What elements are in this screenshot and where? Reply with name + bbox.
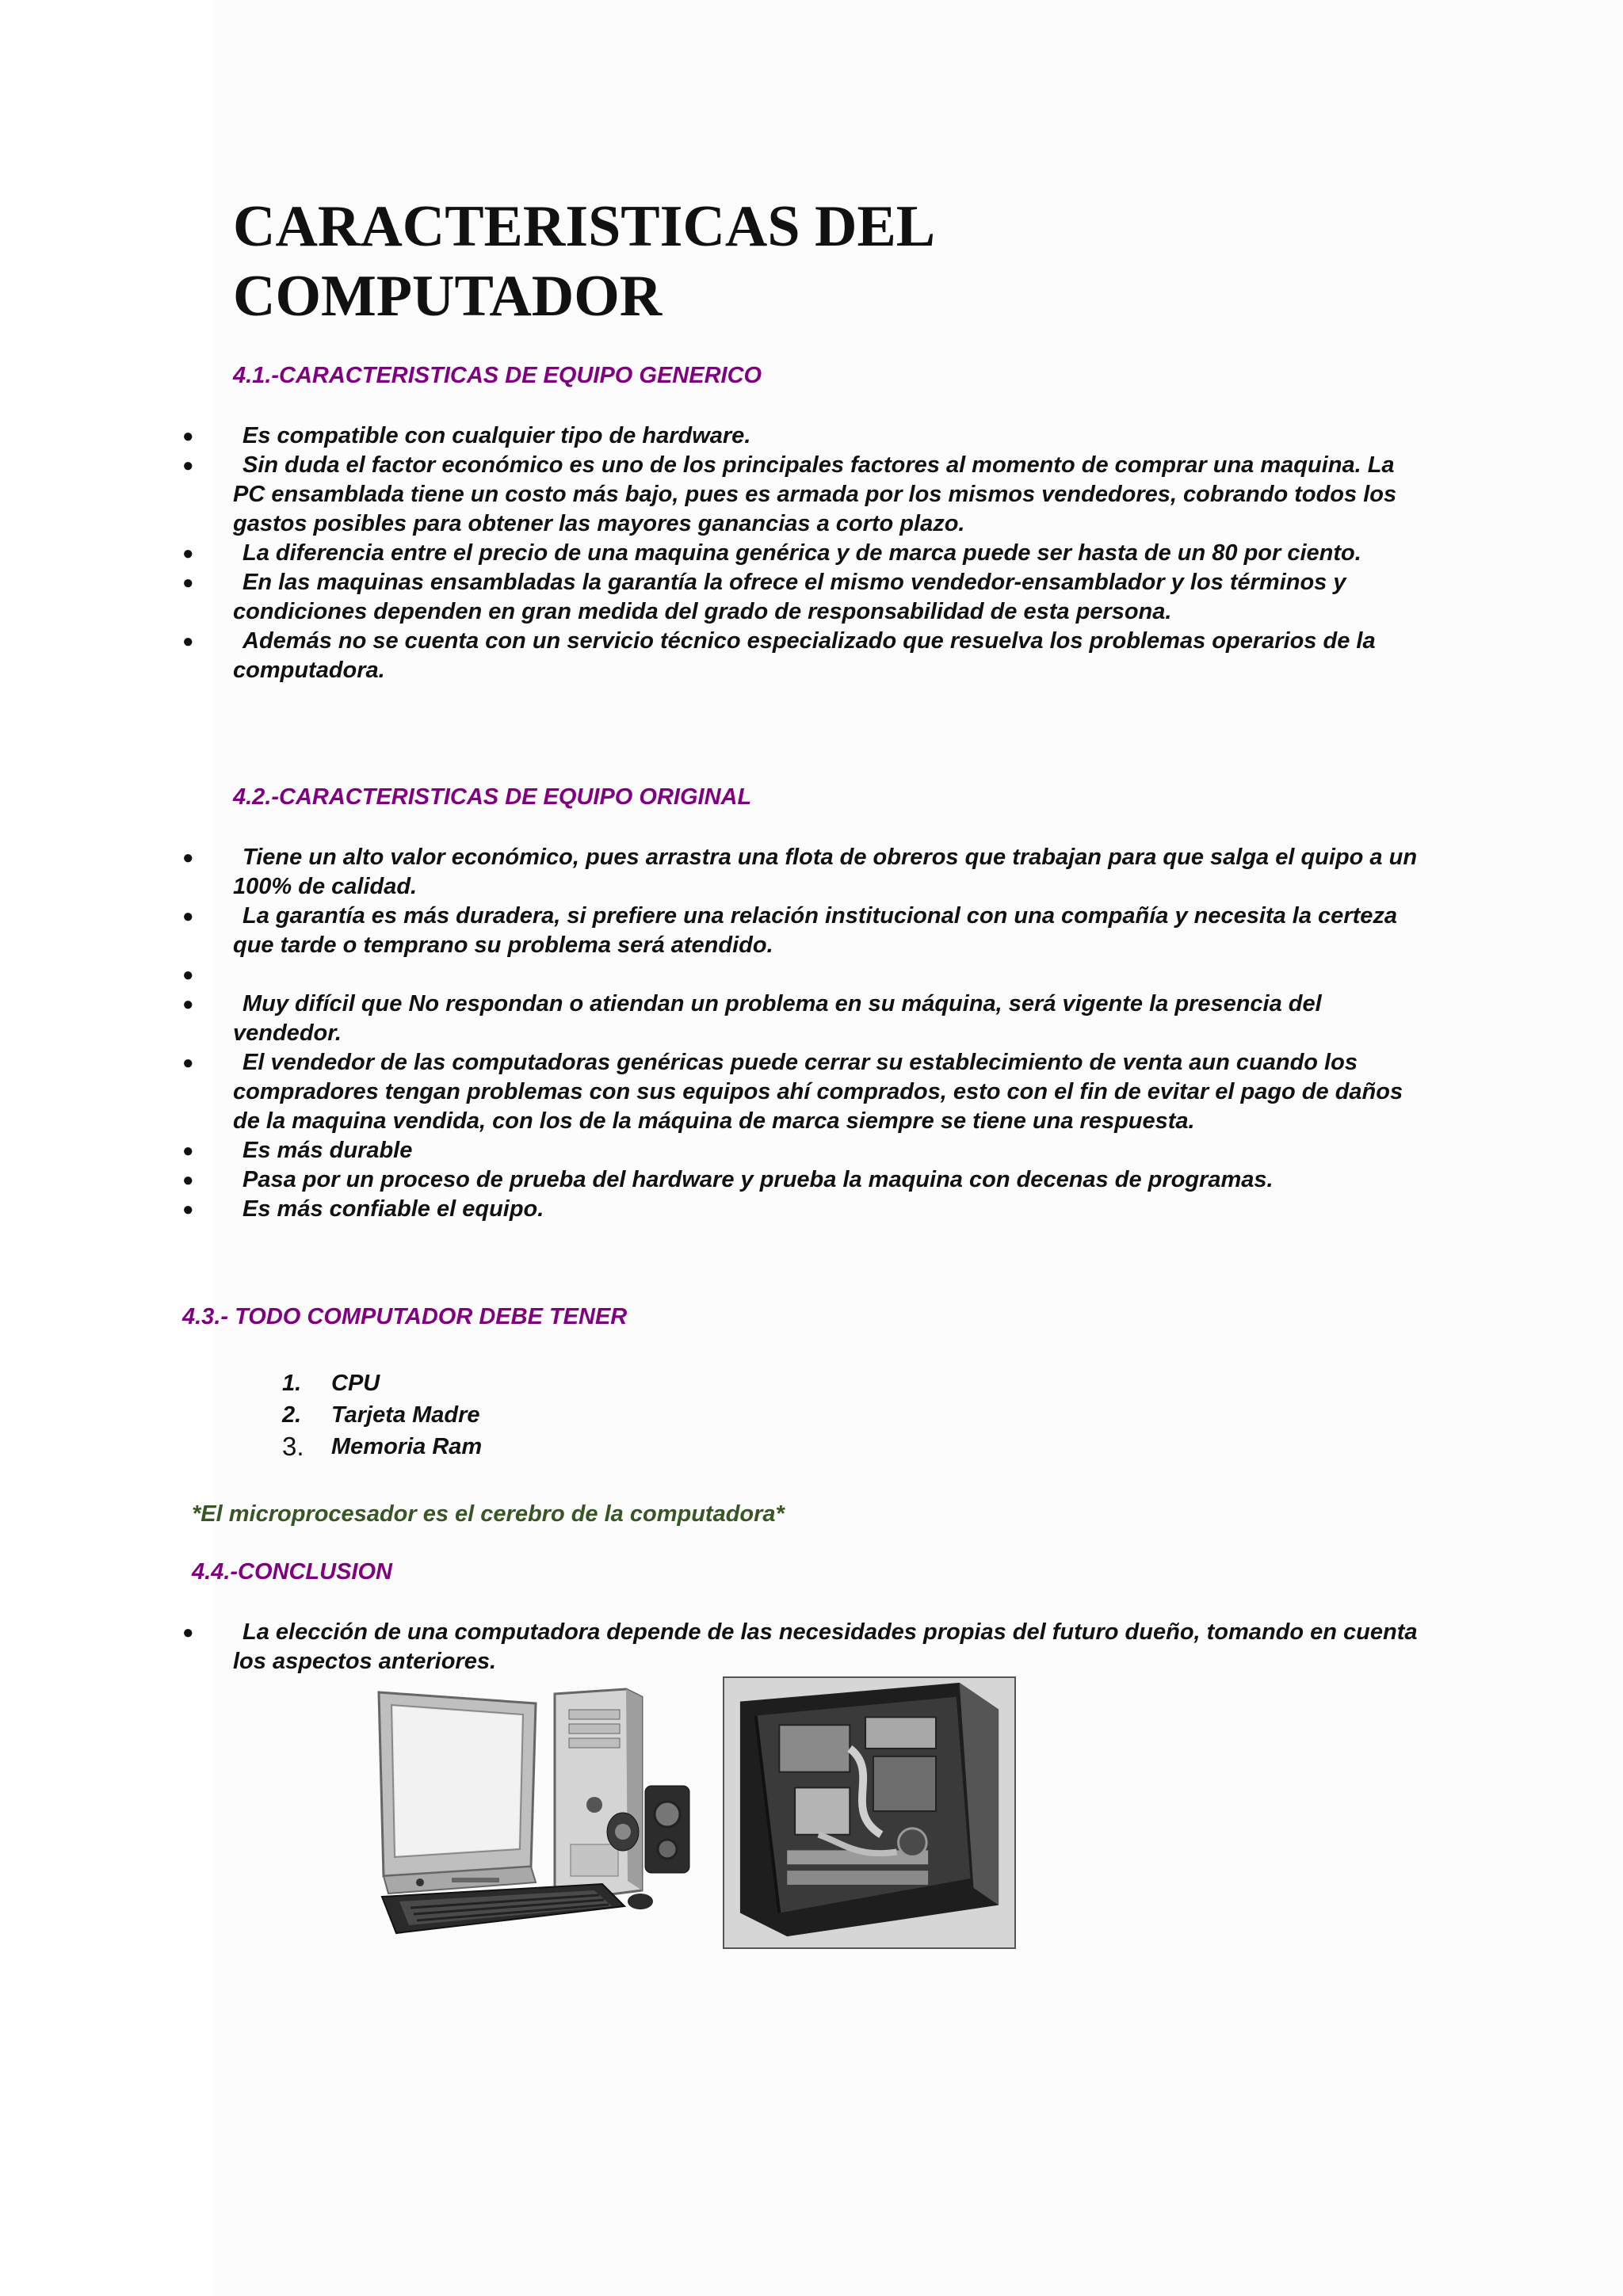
list-item: ● Es compatible con cualquier tipo de hardware.	[182, 421, 1419, 451]
bullet-list-conclusion	[182, 1618, 1419, 1676]
list-item: ● Pasa por un proceso de prueba del hardware y prueba la maquina con decenas de programas.	[182, 1165, 1419, 1195]
list-item: ● Sin duda el factor económico es uno de los principales factores al momento de comprar una maquina. La PC ensamblada tiene un costo más bajo, pues es armada por los mismos vendedores, cobrando todos los gastos posibles para obtener las mayores ganancias a corto plazo.	[182, 452, 1397, 536]
list-item: ● Muy difícil que No respondan o atiendan un problema en su máquina, será vigente la presencia del vendedor.	[182, 991, 1322, 1046]
section-heading-generic: 4.1.-CARACTERISTICAS DE EQUIPO GENERICO	[233, 363, 762, 388]
bullet-icon: ●	[182, 572, 194, 593]
list-item: ● Es más confiable el equipo.	[182, 1195, 1419, 1224]
section-heading-requirements: 4.3.- TODO COMPUTADOR DEBE TENER	[182, 1304, 628, 1329]
bullet-icon: ●	[182, 1169, 194, 1191]
bullet-icon: ●	[182, 543, 194, 564]
bullet-icon: ●	[182, 425, 194, 447]
list-item: ● Además no se cuenta con un servicio técnico especializado que resuelva los problemas operarios de la computadora.	[182, 628, 1376, 683]
section-heading-conclusion: 4.4.-CONCLUSION	[192, 1559, 392, 1585]
open-computer-case-image	[723, 1676, 1016, 1949]
desktop-computer-image	[372, 1686, 721, 1939]
bullet-icon: ●	[182, 906, 194, 927]
bullet-icon: ●	[182, 455, 194, 476]
page-title	[233, 192, 1422, 331]
section-heading-original: 4.2.-CARACTERISTICAS DE EQUIPO ORIGINAL	[233, 784, 752, 810]
bullet-icon: ●	[182, 964, 194, 986]
list-item: 2. Tarjeta Madre	[282, 1402, 480, 1428]
bullet-icon: ●	[182, 1052, 194, 1074]
numbered-list-components	[282, 1367, 482, 1463]
list-item: ● El vendedor de las computadoras genéricas puede cerrar su establecimiento de venta aun cuando los compradores tengan problemas con sus equipos ahí comprados, esto con el fin de evitar el pago de daños de la maquina vendida, con los de la máquina de marca siempre se tiene una respuesta.	[182, 1050, 1403, 1134]
list-item: 1. CPU	[282, 1371, 380, 1396]
bullet-icon: ●	[182, 847, 194, 868]
list-item: ● Tiene un alto valor económico, pues arrastra una flota de obreros que trabajan para que salga el quipo a un 100% de calidad.	[182, 845, 1418, 899]
list-item: ● La garantía es más duradera, si prefiere una relación institucional con una compañía y necesita la certeza que tarde o temprano su problema será atendido.	[182, 903, 1397, 958]
list-item: ● La diferencia entre el precio de una maquina genérica y de marca puede ser hasta de un 80 por ciento.	[182, 539, 1419, 568]
list-item: ● La elección de una computadora depende de las necesidades propias del futuro dueño, tomando en cuenta los aspectos anteriores.	[182, 1619, 1418, 1674]
bullet-icon: ●	[182, 631, 194, 652]
bullet-list-original	[182, 843, 1419, 1224]
list-item: 3. Memoria Ram	[282, 1432, 483, 1461]
bullet-icon: ●	[182, 1622, 194, 1643]
title-line-2: COMPUTADOR	[233, 264, 663, 329]
bullet-icon: ●	[182, 994, 194, 1015]
bullet-list-generic	[182, 421, 1419, 685]
bullet-icon: ●	[182, 1199, 194, 1220]
list-item: ● Es más durable	[182, 1136, 1419, 1165]
title-line-1: CARACTERISTICAS DEL	[233, 194, 936, 259]
list-item-empty	[182, 960, 1419, 990]
bullet-icon: ●	[182, 1140, 194, 1161]
list-item: ● En las maquinas ensambladas la garantía la ofrece el mismo vendedor-ensamblador y los términos y condiciones dependen en gran medida del grado de responsabilidad de esta persona.	[182, 570, 1346, 624]
microprocessor-note: *El microprocesador es el cerebro de la computadora*	[192, 1501, 785, 1527]
